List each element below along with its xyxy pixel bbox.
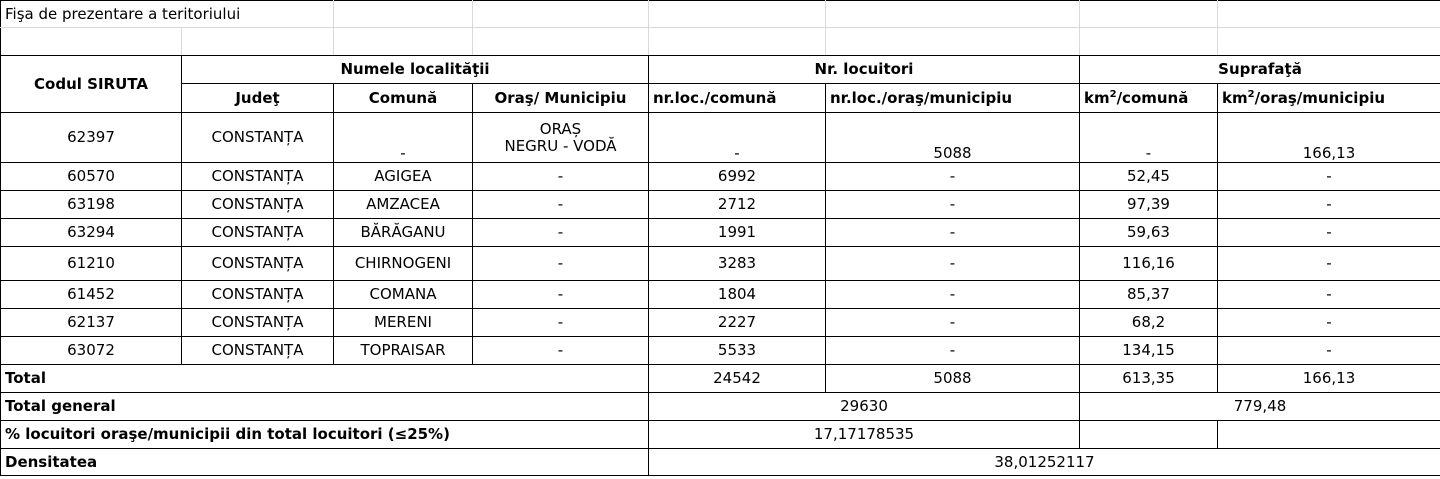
cell-nr-loc-comuna: 6992: [649, 163, 826, 191]
cell-nr-loc-comuna: 2712: [649, 191, 826, 219]
cell-km-comuna: 134,15: [1080, 337, 1218, 365]
cell-comuna: AGIGEA: [334, 163, 473, 191]
cell-siruta: 63294: [1, 219, 182, 247]
header-row-sub: [1, 84, 1440, 113]
total-general-label: Total general: [1, 393, 649, 421]
cell-nr-loc-oras: -: [826, 337, 1080, 365]
cell-km-oras: -: [1218, 247, 1440, 281]
title-row: [1, 1, 1440, 28]
table-row: [1, 191, 1440, 219]
cell-nr-loc-comuna: -: [649, 113, 826, 163]
cell-km-oras: -: [1218, 219, 1440, 247]
cell-comuna: TOPRAISAR: [334, 337, 473, 365]
cell-nr-loc-oras: -: [826, 163, 1080, 191]
table-row: [1, 113, 1440, 163]
cell-comuna: AMZACEA: [334, 191, 473, 219]
cell-nr-loc-comuna: 3283: [649, 247, 826, 281]
cell-nr-loc-oras: -: [826, 191, 1080, 219]
cell-km-comuna: 52,45: [1080, 163, 1218, 191]
cell-oras: -: [473, 247, 649, 281]
cell-nr-loc-comuna: 1991: [649, 219, 826, 247]
cell-judet: CONSTANȚA: [182, 281, 334, 309]
cell-nr-loc-comuna: 1804: [649, 281, 826, 309]
header-comuna: Comună: [334, 84, 473, 113]
cell-nr-loc-comuna: 2227: [649, 309, 826, 337]
percent-value: 17,17178535: [649, 421, 1080, 449]
table-row: [1, 337, 1440, 365]
cell-judet: CONSTANȚA: [182, 163, 334, 191]
cell-siruta: 63072: [1, 337, 182, 365]
density-value: 38,01252117: [649, 449, 1440, 476]
cell-siruta: 62137: [1, 309, 182, 337]
header-codul-siruta: Codul SIRUTA: [1, 56, 182, 113]
total-general-suprafata: 779,48: [1080, 393, 1440, 421]
total-km-oras: 166,13: [1218, 365, 1440, 393]
header-km-comuna: $km^2$/comună: [1080, 84, 1218, 113]
total-general-row: [1, 393, 1440, 421]
total-general-locuitori: 29630: [649, 393, 1080, 421]
cell-km-comuna: 68,2: [1080, 309, 1218, 337]
density-row: [1, 449, 1440, 476]
cell-oras: -: [473, 219, 649, 247]
cell-km-oras: -: [1218, 309, 1440, 337]
cell-oras: -: [473, 191, 649, 219]
cell-km-oras: -: [1218, 163, 1440, 191]
cell-comuna: MERENI: [334, 309, 473, 337]
blank-row: [1, 28, 1440, 56]
cell-km-comuna: -: [1080, 113, 1218, 163]
header-judet: Judeţ: [182, 84, 334, 113]
header-nr-loc-comuna: nr.loc./comună: [649, 84, 826, 113]
cell-nr-loc-oras: -: [826, 219, 1080, 247]
cell-km-comuna: 116,16: [1080, 247, 1218, 281]
table-row: [1, 163, 1440, 191]
percent-label: % locuitori oraşe/municipii din total locuitori (≤25%): [1, 421, 649, 449]
cell-comuna: COMANA: [334, 281, 473, 309]
cell-nr-loc-oras: -: [826, 247, 1080, 281]
percent-row: [1, 421, 1440, 449]
header-nr-locuitori: Nr. locuitori: [649, 56, 1080, 84]
total-km-comuna: 613,35: [1080, 365, 1218, 393]
cell-km-oras: -: [1218, 281, 1440, 309]
cell-siruta: 60570: [1, 163, 182, 191]
sheet-title: Fişa de prezentare a teritoriului: [1, 1, 334, 28]
header-oras-municipiu: Oraş/ Municipiu: [473, 84, 649, 113]
cell-siruta: 62397: [1, 113, 182, 163]
table-row: [1, 281, 1440, 309]
table-row: [1, 309, 1440, 337]
density-label: Densitatea: [1, 449, 649, 476]
total-row: [1, 365, 1440, 393]
header-suprafata: Suprafaţă: [1080, 56, 1440, 84]
header-km-oras: $km^2/oraş$/municipiu: [1218, 84, 1440, 113]
cell-judet: CONSTANȚA: [182, 337, 334, 365]
cell-km-oras: -: [1218, 191, 1440, 219]
cell-comuna: BĂRĂGANU: [334, 219, 473, 247]
total-nr-loc-oras: 5088: [826, 365, 1080, 393]
cell-km-comuna: 85,37: [1080, 281, 1218, 309]
cell-judet: CONSTANȚA: [182, 309, 334, 337]
total-label: Total: [1, 365, 649, 393]
cell-km-oras: -: [1218, 337, 1440, 365]
cell-siruta: 63198: [1, 191, 182, 219]
table-row: [1, 247, 1440, 281]
cell-nr-loc-oras: -: [826, 309, 1080, 337]
total-nr-loc-comuna: 24542: [649, 365, 826, 393]
cell-oras: -: [473, 281, 649, 309]
cell-km-comuna: 97,39: [1080, 191, 1218, 219]
cell-nr-loc-oras: -: [826, 281, 1080, 309]
header-numele-localitatii: Numele localităţii: [182, 56, 649, 84]
cell-judet: CONSTANȚA: [182, 219, 334, 247]
cell-siruta: 61210: [1, 247, 182, 281]
cell-judet: CONSTANȚA: [182, 247, 334, 281]
cell-judet: CONSTANȚA: [182, 191, 334, 219]
cell-siruta: 61452: [1, 281, 182, 309]
table-row: [1, 219, 1440, 247]
header-row-group: [1, 56, 1440, 84]
cell-oras: ORAȘ NEGRU - VODĂ: [473, 113, 649, 163]
cell-comuna: -: [334, 113, 473, 163]
cell-oras: -: [473, 309, 649, 337]
header-nr-loc-oras: nr.loc./oraş/municipiu: [826, 84, 1080, 113]
cell-oras: -: [473, 163, 649, 191]
cell-nr-loc-oras: 5088: [826, 113, 1080, 163]
cell-comuna: CHIRNOGENI: [334, 247, 473, 281]
cell-judet: CONSTANȚA: [182, 113, 334, 163]
cell-oras: -: [473, 337, 649, 365]
cell-km-comuna: 59,63: [1080, 219, 1218, 247]
cell-nr-loc-comuna: 5533: [649, 337, 826, 365]
cell-km-oras: 166,13: [1218, 113, 1440, 163]
